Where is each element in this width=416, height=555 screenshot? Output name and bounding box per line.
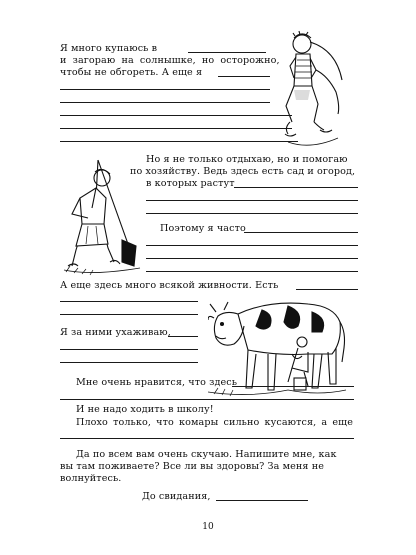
- answer-line[interactable]: [60, 438, 354, 439]
- answer-line[interactable]: [232, 386, 354, 387]
- answer-line[interactable]: [60, 301, 198, 302]
- answer-line[interactable]: [296, 289, 358, 290]
- answer-line[interactable]: [146, 245, 358, 246]
- text-miss-line1: Да по всем вам очень скучаю. Напишите мне, как: [76, 449, 337, 460]
- answer-line[interactable]: [60, 115, 292, 116]
- text-animals: А еще здесь много всякой живности. Есть: [60, 280, 279, 291]
- answer-line[interactable]: [218, 76, 270, 77]
- answer-line[interactable]: [60, 128, 292, 129]
- text-swim-line1: Я много купаюсь в: [60, 43, 158, 54]
- text-help-line3: в которых растут: [146, 178, 235, 189]
- text-help-line2: по хозяйству. Ведь здесь есть сад и огород,: [130, 166, 356, 177]
- page-number: 10: [202, 522, 214, 532]
- answer-line[interactable]: [146, 258, 358, 259]
- text-like: Мне очень нравится, что здесь: [76, 377, 238, 388]
- answer-line[interactable]: [60, 362, 198, 363]
- boy-digging-icon: [62, 158, 142, 278]
- answer-line[interactable]: [60, 89, 270, 90]
- text-bye: До свидания,: [142, 491, 211, 502]
- answer-line[interactable]: [234, 187, 358, 188]
- text-swim-line3: чтобы не обгореть. А еще я: [60, 67, 203, 78]
- text-mosquito: Плохо только, что комары сильно кусаются, а еще: [76, 417, 353, 428]
- answer-line[interactable]: [146, 200, 358, 201]
- answer-line[interactable]: [60, 314, 198, 315]
- text-school: И не надо ходить в школу!: [76, 404, 214, 415]
- answer-line[interactable]: [168, 336, 198, 337]
- answer-line[interactable]: [60, 141, 298, 142]
- answer-line[interactable]: [60, 399, 354, 400]
- text-help-line1: Но я не только отдыхаю, но и помогаю: [146, 154, 348, 165]
- text-swim-line2: и загораю на солнышке, но осторожно,: [60, 55, 280, 66]
- answer-line[interactable]: [244, 232, 358, 233]
- answer-line[interactable]: [188, 52, 266, 53]
- boy-jumping-rope-icon: [280, 30, 352, 160]
- answer-line[interactable]: [146, 213, 358, 214]
- answer-line[interactable]: [146, 271, 358, 272]
- text-care: Я за ними ухаживаю,: [60, 327, 171, 338]
- text-miss-line2: вы там поживаете? Все ли вы здоровы? За меня не: [60, 461, 324, 472]
- answer-line[interactable]: [60, 102, 270, 103]
- answer-line[interactable]: [216, 500, 308, 501]
- text-often: Поэтому я часто: [160, 223, 246, 234]
- answer-line[interactable]: [60, 349, 198, 350]
- text-miss-line3: волнуйтесь.: [60, 473, 122, 484]
